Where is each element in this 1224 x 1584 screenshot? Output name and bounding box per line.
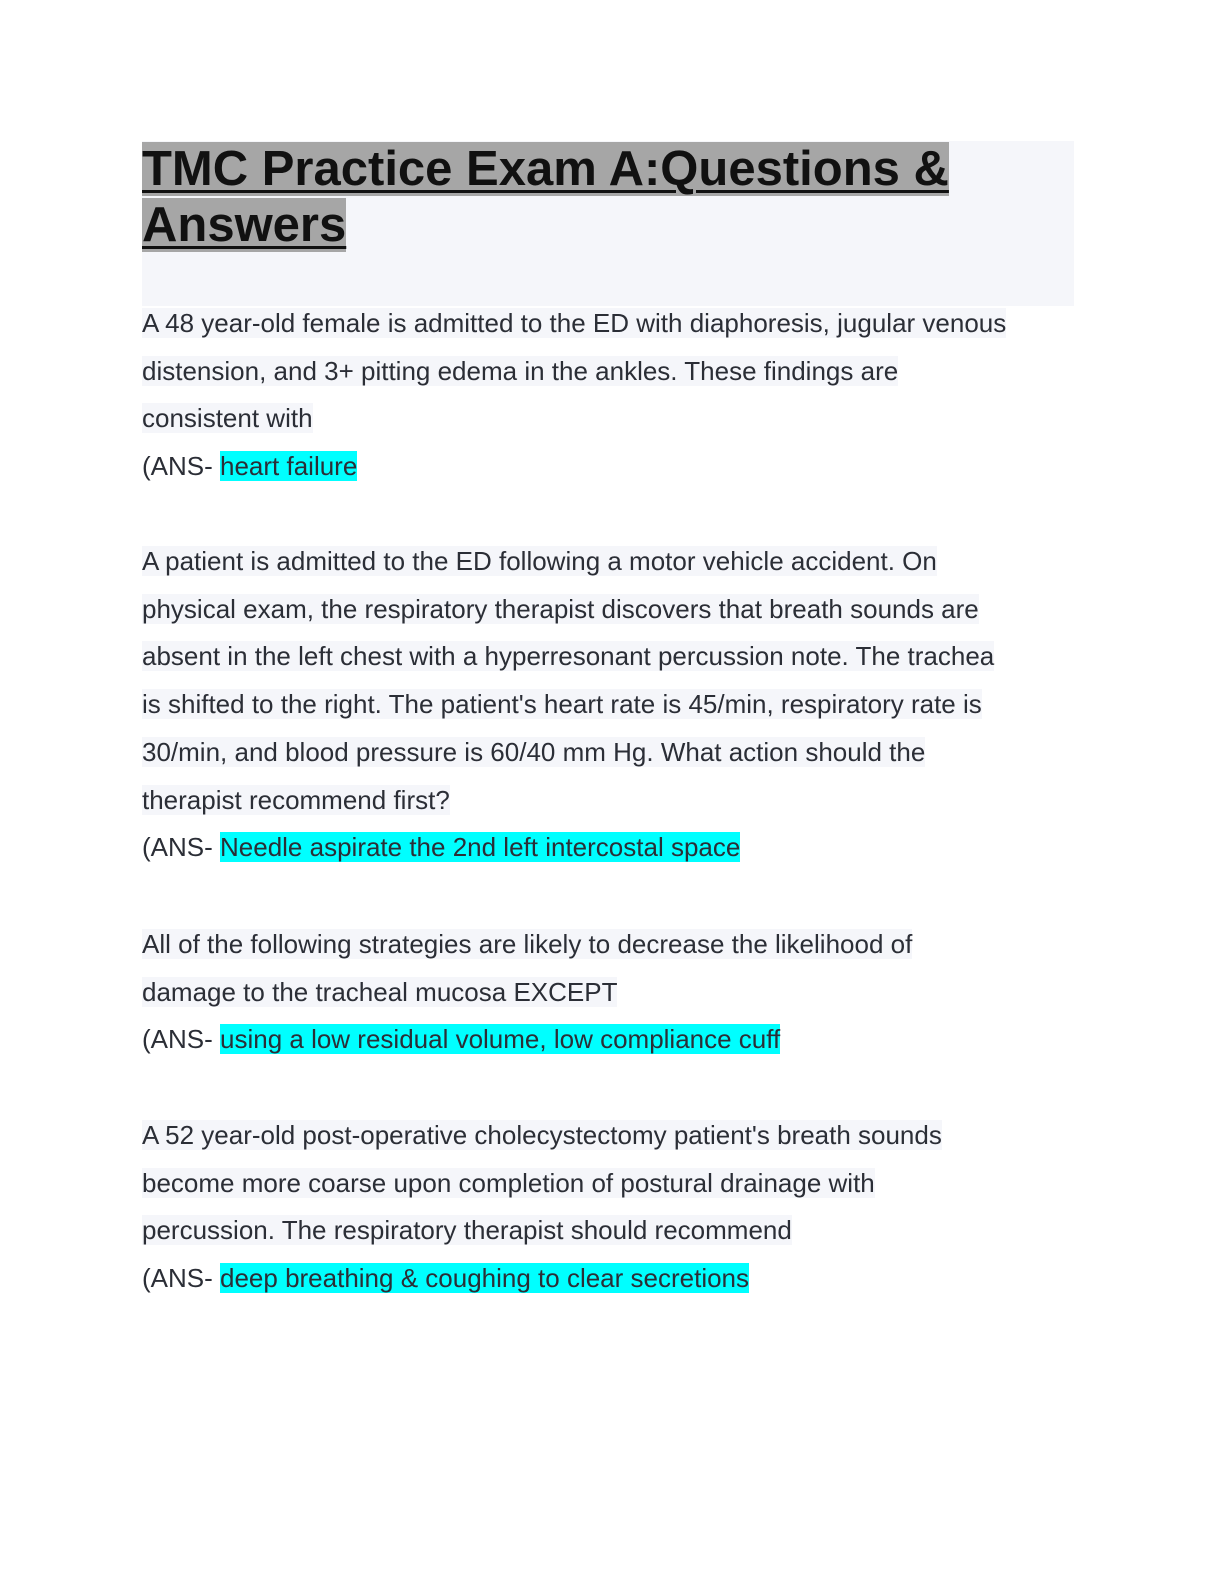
qa-item-2 [142,538,1082,872]
title-line-1: TMC Practice Exam A:Questions & [142,142,949,196]
answer-highlight: deep breathing & coughing to clear secretions [220,1263,750,1294]
answer-line [142,1016,1082,1064]
question-line: is shifted to the right. The patient's heart rate is 45/min, respiratory rate is [142,689,982,720]
answer-prefix: (ANS- [142,1024,220,1055]
question-line: absent in the left chest with a hyperresonant percussion note. The trachea [142,641,995,672]
question-line: distension, and 3+ pitting edema in the ankles. These findings are [142,355,899,386]
question-line: consistent with [142,403,313,434]
question-line: A patient is admitted to the ED following a motor vehicle accident. On [142,546,937,576]
title-block [142,141,1074,306]
title-line-2: Answers [142,198,347,252]
answer-highlight: Needle aspirate the 2nd left intercostal space [220,832,741,863]
question-line: therapist recommend first? [142,784,450,815]
question-line: All of the following strategies are likely to decrease the likelihood of [142,929,913,959]
page-title [142,141,1042,253]
question-line: damage to the tracheal mucosa EXCEPT [142,976,618,1007]
answer-highlight: using a low residual volume, low compliance cuff [220,1024,781,1055]
qa-item-1 [142,300,1082,491]
answer-highlight: heart failure [220,451,358,482]
question-line: 30/min, and blood pressure is 60/40 mm Hg. What action should the [142,736,926,767]
question-line: physical exam, the respiratory therapist discovers that breath sounds are [142,593,979,624]
answer-prefix: (ANS- [142,1263,220,1294]
qa-item-3 [142,921,1082,1064]
question-line: percussion. The respiratory therapist should recommend [142,1215,792,1246]
answer-prefix: (ANS- [142,451,220,482]
answer-line [142,443,1082,491]
answer-line [142,824,1082,872]
answer-line [142,1255,1082,1303]
question-line: A 52 year-old post-operative cholecystectomy patient's breath sounds [142,1120,942,1150]
qa-item-4 [142,1112,1082,1303]
answer-prefix: (ANS- [142,832,220,863]
question-line: A 48 year-old female is admitted to the ED with diaphoresis, jugular venous [142,308,1007,338]
question-line: become more coarse upon completion of postural drainage with [142,1167,875,1198]
